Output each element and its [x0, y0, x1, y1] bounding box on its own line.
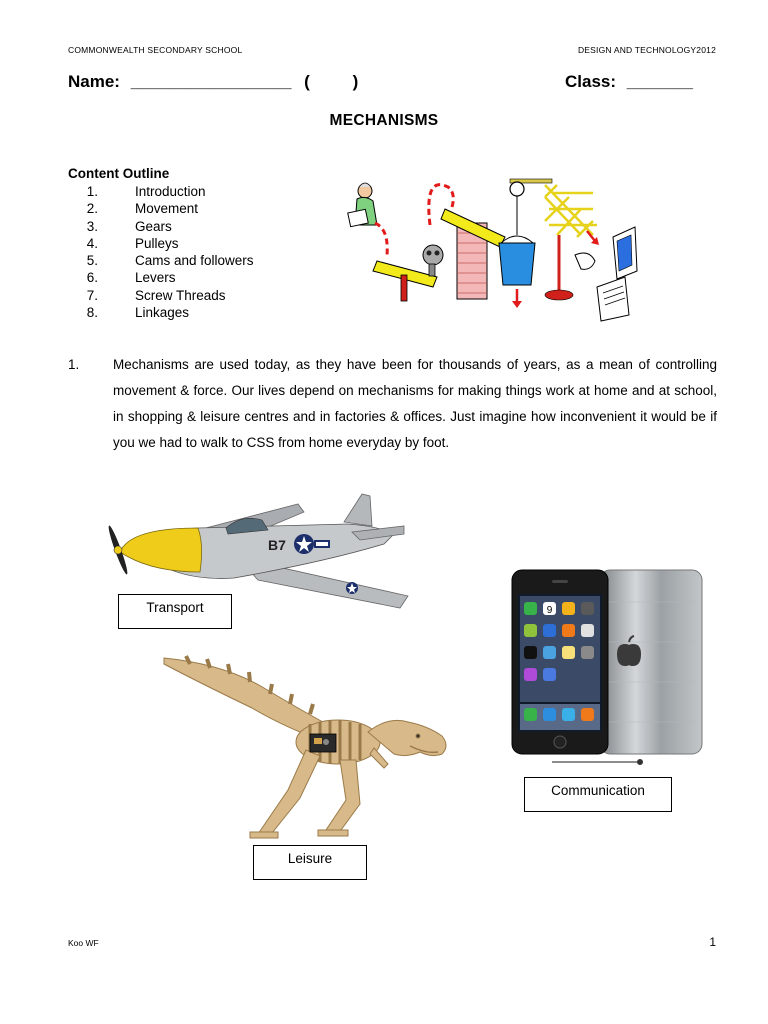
- transport-label: Transport: [118, 594, 232, 629]
- outline-item: 4. Pulleys: [86, 235, 179, 251]
- subject-year: DESIGN AND TECHNOLOGY2012: [577, 45, 716, 55]
- outline-item: 3. Gears: [86, 218, 172, 234]
- name-label: Name:: [68, 72, 120, 91]
- vending-machine: [597, 227, 637, 321]
- brick-wall: [441, 209, 505, 299]
- class-label: Class:: [565, 72, 617, 91]
- pulley-bucket: [499, 179, 552, 308]
- aircraft-marking: B7: [268, 537, 286, 553]
- smartphone-image: [508, 562, 708, 772]
- class-field: [565, 72, 693, 92]
- name-blank: _________________: [130, 72, 292, 91]
- class-blank: _______: [626, 72, 693, 91]
- paragraph-number: 1.: [68, 357, 80, 372]
- outline-item: 6. Levers: [86, 270, 176, 286]
- old-man-figure: [348, 183, 377, 227]
- outline-item: 7. Screw Threads: [86, 287, 226, 303]
- footer-author: Koo WF: [68, 938, 99, 948]
- index-open: (: [304, 72, 310, 91]
- calendar-date: 9: [546, 605, 553, 616]
- outline-heading: Content Outline: [68, 166, 170, 181]
- leisure-label: Leisure: [253, 845, 367, 880]
- outline-item: 1. Introduction: [86, 184, 206, 199]
- communication-label: Communication: [524, 777, 672, 812]
- outline-item: 5. Cams and followers: [86, 253, 254, 269]
- school-name: COMMONWEALTH SECONDARY SCHOOL: [68, 45, 243, 55]
- lazy-tongs-linkage: [545, 185, 597, 237]
- dinosaur-model-image: [160, 650, 455, 842]
- intro-paragraph: Mechanisms are used today, as they have been for thousands of years, as a mean of controlling movement & force. Our lives depend on mechanisms for making things work at home and at school, in shopping & leisure centres and in factories & offices. Just imagine how inconvenient it would be if you we had to walk to CSS from home everyday by foot.: [113, 357, 717, 450]
- mechanisms-illustration: [345, 175, 640, 323]
- index-close: ): [352, 72, 359, 91]
- lever-figure: [373, 245, 443, 301]
- home-button-icon: [554, 736, 566, 748]
- outline-item: 8. Linkages: [86, 305, 190, 321]
- page-title: MECHANISMS: [329, 112, 439, 129]
- outline-item: 2. Movement: [86, 201, 199, 217]
- outline-list: [68, 183, 254, 321]
- tongs-stand: [545, 235, 573, 300]
- page-number: 1: [709, 935, 716, 949]
- name-field: [68, 72, 358, 92]
